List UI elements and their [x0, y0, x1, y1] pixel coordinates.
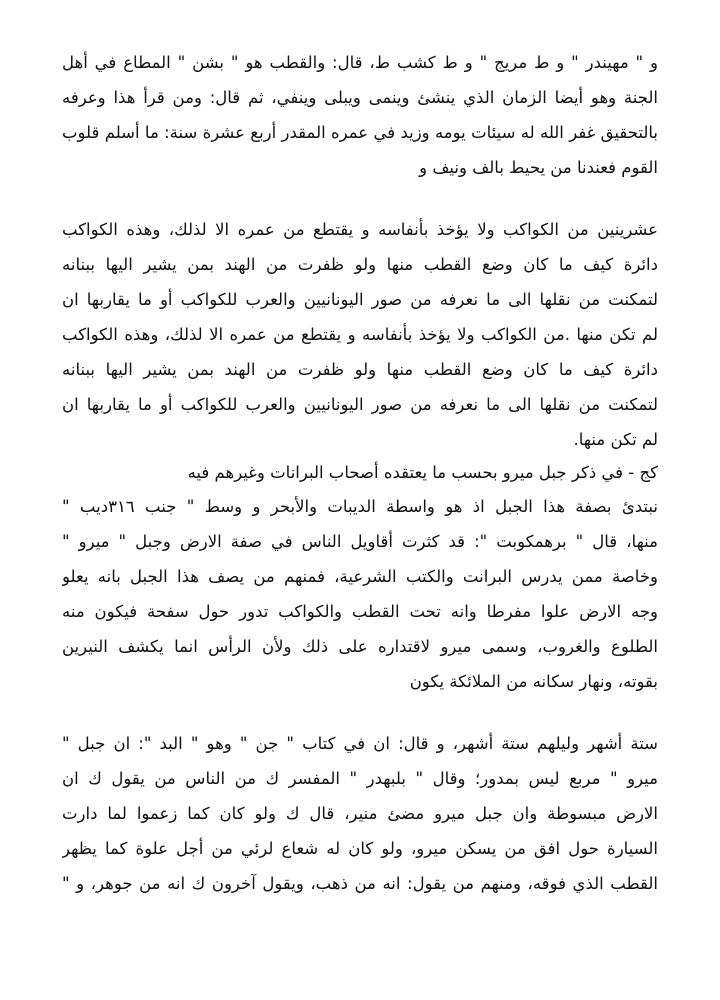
text-line: لم تكن منها .من الكواكب ولا يؤخذ بأنفاسه و يقتطع من عمره الا لذلك، وهذه الكواكب [62, 325, 658, 344]
text-line: دائرة كيف ما كان وضع القطب منها ولو ظفرت من الهند بمن يشير اليها ببنانه [62, 360, 658, 379]
text-line: عشرينين من الكواكب ولا يؤخذ بأنفاسه و يقتطع من عمره الا لذلك، وهذه الكواكب [62, 220, 658, 239]
text-line: لتمكنت من نقلها الى ما نعرفه من صور اليونانيين والعرب للكواكب أو ما يقاربها ان [62, 290, 658, 309]
text-line: منها، قال " برهمكوبت ": قد كثرت أقاويل الناس في صفة الارض وجبل " ميرو " [62, 532, 658, 551]
text-line: الارض مبسوطة وان جبل ميرو مضئ منير، قال ك ولو كان كما زعموا لما دارت [62, 804, 658, 823]
text-line: ستة أشهر وليلهم ستة أشهر، و قال: ان في كتاب " جن " وهو " البد ": ان جبل " [62, 734, 658, 753]
section-heading: كج - في ذكر جبل ميرو بحسب ما يعتقده أصحاب البرانات وغيرهم فيه [187, 463, 658, 482]
text-line: و " مهيندر " و ط مريج " و ط كشب ط، قال: والقطب هو " بشن " المطاع في أهل [62, 53, 658, 72]
text-line: السيارة حول افق من يسكن ميرو، ولو كان له شعاع لرئي من أجل علوة كما يظهر [62, 839, 658, 858]
text-line: لم تكن منها. [573, 430, 658, 449]
text-line: وجه الارض علوا مفرطا وانه تحت القطب والكواكب تدور حول سفحة فيكون منه [62, 602, 658, 621]
text-line: بقوته، ونهار سكانه من الملائكة يكون [409, 672, 658, 691]
text-line: القوم فعندنا من يحيط بالف ونيف و [419, 158, 658, 177]
text-line: الجنة وهو أيضا الزمان الذي ينشئ وينمى ويبلى وينفي، ثم قال: ومن قرأ هذا وعرفه [62, 88, 658, 107]
text-line: لتمكنت من نقلها الى ما نعرفه من صور اليونانيين والعرب للكواكب أو ما يقاربها ان [62, 395, 658, 414]
text-line: دائرة كيف ما كان وضع القطب منها ولو ظفرت من الهند بمن يشير اليها ببنانه [62, 255, 658, 274]
text-line: وخاصة ممن يدرس البرانت والكتب الشرعية، فمنهم من يصف هذا الجبل بانه يعلو [62, 567, 658, 586]
text-line: نبتدئ بصفة هذا الجبل اذ هو واسطة الديبات والأبحر و وسط " جنب ٣١٦ديب " [62, 497, 658, 516]
text-line: بالتحقيق غفر الله له سيئات يومه وزيد في عمره المقدر أربع عشرة سنة: ما أسلم قلوب [62, 123, 658, 142]
text-line: القطب الذي فوقه، ومنهم من يقول: انه من ذهب، ويقول آخرون ك انه من جوهر، و " [62, 874, 658, 893]
text-line: الطلوع والغروب، وسمى ميرو لاقتداره على ذلك ولأن الرأس انما يكشف النيرين [62, 637, 658, 656]
text-line: ميرو " مربع ليس بمدور؛ وقال " بلبهدر " المفسر ك من الناس من يقول ك ان [62, 769, 658, 788]
